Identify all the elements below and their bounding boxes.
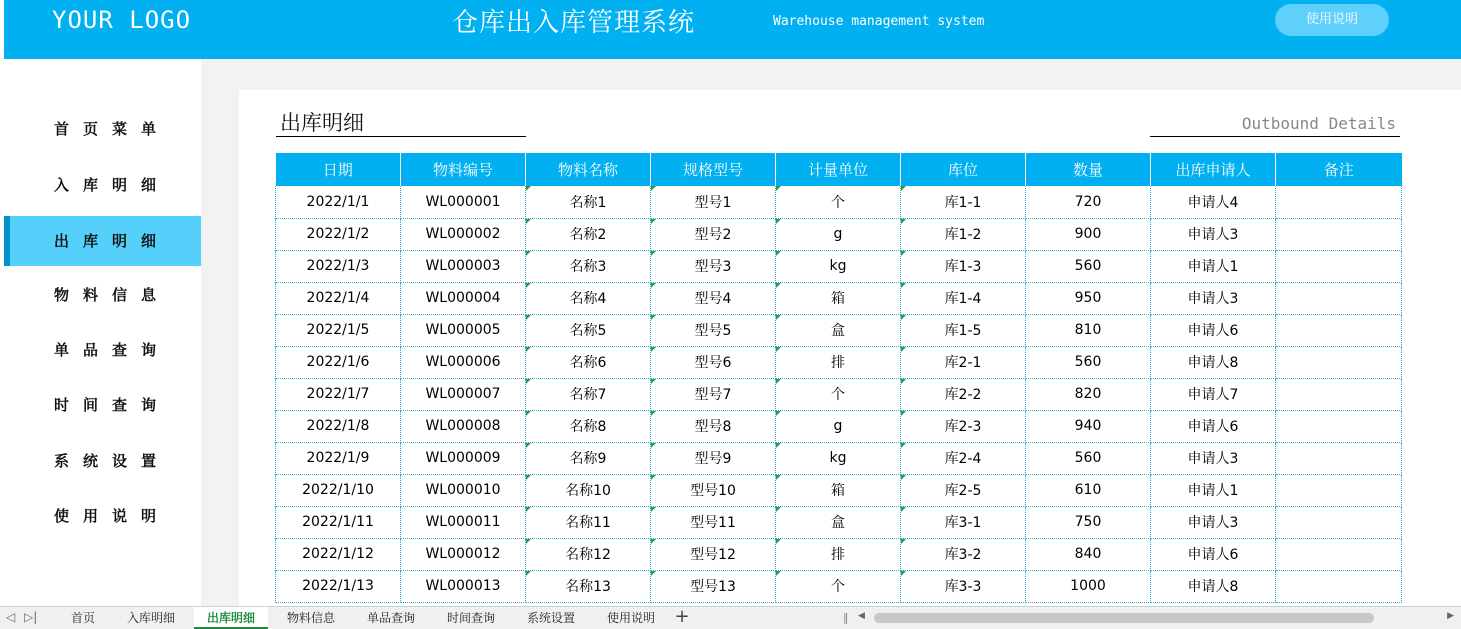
table-cell[interactable]: 库3-1 (901, 506, 1026, 538)
table-body (276, 186, 1402, 602)
tab-home[interactable]: 首页 (70, 611, 95, 625)
table-cell[interactable]: 840 (1026, 538, 1151, 570)
table-cell[interactable]: 型号11 (651, 506, 776, 538)
table-cell[interactable]: WL000004 (401, 282, 526, 314)
table-cell[interactable]: 申请人3 (1151, 282, 1276, 314)
sheet-first-icon[interactable]: ◁ (6, 610, 16, 624)
column-header[interactable]: 数量 (1026, 153, 1151, 186)
table-cell[interactable]: 申请人6 (1151, 410, 1276, 442)
table-cell[interactable] (1276, 346, 1402, 378)
sheet-last-icon[interactable]: ▷| (24, 610, 38, 624)
table-cell[interactable]: 名称8 (526, 410, 651, 442)
column-header[interactable]: 备注 (1276, 153, 1402, 186)
table-cell[interactable]: 名称1 (526, 186, 651, 218)
table-cell[interactable]: 申请人4 (1151, 186, 1276, 218)
help-button[interactable]: 使用说明 (1275, 4, 1389, 36)
tab-outbound-details[interactable]: 出库明细 (194, 607, 268, 629)
sidebar-item-home-menu[interactable]: 首页菜单 (54, 120, 171, 138)
table-row[interactable] (276, 250, 1402, 282)
table-cell[interactable]: 2022/1/7 (276, 378, 401, 410)
horizontal-scrollbar[interactable] (858, 611, 1454, 625)
add-sheet-plus-icon[interactable]: + (674, 606, 690, 627)
table-cell[interactable]: 720 (1026, 186, 1151, 218)
table-cell[interactable]: WL000013 (401, 570, 526, 602)
table-cell[interactable]: 库3-2 (901, 538, 1026, 570)
table-cell[interactable]: 库2-3 (901, 410, 1026, 442)
table-cell[interactable]: 申请人6 (1151, 538, 1276, 570)
table-cell[interactable]: WL000012 (401, 538, 526, 570)
table-cell[interactable]: 箱 (776, 474, 901, 506)
table-row[interactable] (276, 218, 1402, 250)
tab-inbound-details[interactable]: 入库明细 (126, 611, 175, 625)
table-row[interactable] (276, 186, 1402, 218)
table-cell[interactable]: WL000002 (401, 218, 526, 250)
table-cell[interactable]: 排 (776, 346, 901, 378)
table-cell[interactable]: 库3-3 (901, 570, 1026, 602)
table-cell[interactable]: 型号2 (651, 218, 776, 250)
table-cell[interactable]: WL000005 (401, 314, 526, 346)
tab-material-info[interactable]: 物料信息 (286, 611, 335, 625)
table-cell[interactable]: WL000007 (401, 378, 526, 410)
table-cell[interactable]: 950 (1026, 282, 1151, 314)
table-row[interactable] (276, 346, 1402, 378)
table-cell[interactable]: 名称11 (526, 506, 651, 538)
table-row[interactable] (276, 474, 1402, 506)
column-header[interactable]: 物料编号 (401, 153, 526, 186)
table-cell[interactable]: 库1-5 (901, 314, 1026, 346)
table-cell[interactable]: 2022/1/12 (276, 538, 401, 570)
tab-item-query[interactable]: 单品查询 (366, 611, 415, 625)
table-row[interactable] (276, 506, 1402, 538)
section-title-en: Outbound Details (1150, 110, 1400, 137)
table-cell[interactable]: 2022/1/6 (276, 346, 401, 378)
table-cell[interactable]: 名称9 (526, 442, 651, 474)
table-cell[interactable]: 610 (1026, 474, 1151, 506)
app-title: 仓库出入库管理系统 (452, 8, 696, 38)
table-cell[interactable]: 库1-2 (901, 218, 1026, 250)
table-cell[interactable]: 900 (1026, 218, 1151, 250)
table-row[interactable] (276, 442, 1402, 474)
table-cell[interactable] (1276, 282, 1402, 314)
table-cell[interactable]: 型号8 (651, 410, 776, 442)
table-cell[interactable]: 名称10 (526, 474, 651, 506)
table-cell[interactable]: WL000001 (401, 186, 526, 218)
table-cell[interactable]: WL000003 (401, 250, 526, 282)
table-cell[interactable]: 560 (1026, 250, 1151, 282)
column-header[interactable]: 物料名称 (526, 153, 651, 186)
table-header-row (276, 153, 1402, 186)
table-cell[interactable] (1276, 442, 1402, 474)
column-header[interactable]: 计量单位 (776, 153, 901, 186)
table-row[interactable] (276, 410, 1402, 442)
table-cell[interactable] (1276, 314, 1402, 346)
table-cell[interactable]: 库1-3 (901, 250, 1026, 282)
table-cell[interactable]: 型号10 (651, 474, 776, 506)
app-subtitle: Warehouse management system (773, 14, 985, 29)
table-cell[interactable] (1276, 570, 1402, 602)
scrollbar-thumb[interactable] (874, 613, 1374, 623)
sidebar-item-system-settings[interactable]: 系统设置 (54, 452, 171, 470)
table-row[interactable] (276, 570, 1402, 602)
table-cell[interactable] (1276, 506, 1402, 538)
table-cell[interactable]: 箱 (776, 282, 901, 314)
table-cell[interactable]: 申请人3 (1151, 218, 1276, 250)
table-cell[interactable]: 820 (1026, 378, 1151, 410)
table-row[interactable] (276, 538, 1402, 570)
section-title: 出库明细 (276, 110, 526, 137)
table-cell[interactable]: 940 (1026, 410, 1151, 442)
table-cell[interactable]: 型号5 (651, 314, 776, 346)
table-cell[interactable]: 库1-4 (901, 282, 1026, 314)
table-cell[interactable]: WL000008 (401, 410, 526, 442)
tab-system-settings[interactable]: 系统设置 (526, 611, 575, 625)
table-cell[interactable]: 2022/1/9 (276, 442, 401, 474)
table-cell[interactable]: 库2-5 (901, 474, 1026, 506)
table-cell[interactable]: 型号9 (651, 442, 776, 474)
table-row[interactable] (276, 378, 1402, 410)
table-cell[interactable]: 名称12 (526, 538, 651, 570)
sidebar-item-material-info[interactable]: 物料信息 (54, 286, 171, 304)
table-cell[interactable]: 申请人6 (1151, 314, 1276, 346)
table-cell[interactable] (1276, 410, 1402, 442)
table-cell[interactable] (1276, 474, 1402, 506)
table-cell[interactable]: 申请人3 (1151, 506, 1276, 538)
table-cell[interactable]: 750 (1026, 506, 1151, 538)
sidebar-item-time-query[interactable]: 时间查询 (54, 396, 171, 414)
table-cell[interactable]: WL000011 (401, 506, 526, 538)
table-cell[interactable]: 2022/1/4 (276, 282, 401, 314)
outbound-table (275, 153, 1402, 603)
table-row[interactable] (276, 282, 1402, 314)
logo: YOUR LOGO (52, 6, 192, 34)
table-cell[interactable]: 型号12 (651, 538, 776, 570)
table-cell[interactable]: 名称7 (526, 378, 651, 410)
tab-time-query[interactable]: 时间查询 (446, 611, 495, 625)
table-cell[interactable]: 型号1 (651, 186, 776, 218)
table-cell[interactable]: 型号6 (651, 346, 776, 378)
table-cell[interactable]: 1000 (1026, 570, 1151, 602)
table-cell[interactable]: 2022/1/10 (276, 474, 401, 506)
table-cell[interactable]: 560 (1026, 442, 1151, 474)
table-cell[interactable]: 申请人8 (1151, 346, 1276, 378)
table-cell[interactable]: 名称6 (526, 346, 651, 378)
table-cell[interactable] (1276, 186, 1402, 218)
header-bar (4, 0, 1461, 59)
table-cell[interactable]: 2022/1/8 (276, 410, 401, 442)
table-cell[interactable]: WL000006 (401, 346, 526, 378)
table-cell[interactable] (1276, 538, 1402, 570)
table-cell[interactable]: WL000009 (401, 442, 526, 474)
split-handle[interactable]: ‖ (843, 611, 849, 624)
sheet-tab-bar (0, 606, 1461, 629)
table-cell[interactable]: 名称3 (526, 250, 651, 282)
table-cell[interactable]: 2022/1/2 (276, 218, 401, 250)
table-cell[interactable]: 型号3 (651, 250, 776, 282)
table-cell[interactable]: 排 (776, 538, 901, 570)
table-cell[interactable]: 2022/1/1 (276, 186, 401, 218)
table-cell[interactable]: 810 (1026, 314, 1151, 346)
table-cell[interactable]: 2022/1/5 (276, 314, 401, 346)
table-cell[interactable]: 名称2 (526, 218, 651, 250)
scroll-right-icon[interactable]: ▶ (1447, 611, 1454, 621)
table-cell[interactable]: 名称4 (526, 282, 651, 314)
tab-instructions[interactable]: 使用说明 (606, 611, 655, 625)
table-cell[interactable]: g (776, 218, 901, 250)
table-cell[interactable]: 盒 (776, 506, 901, 538)
table-cell[interactable]: 型号13 (651, 570, 776, 602)
table-cell[interactable]: 申请人7 (1151, 378, 1276, 410)
table-cell[interactable]: 申请人8 (1151, 570, 1276, 602)
table-cell[interactable]: WL000010 (401, 474, 526, 506)
table-cell[interactable]: kg (776, 442, 901, 474)
column-header[interactable]: 出库申请人 (1151, 153, 1276, 186)
column-header[interactable]: 日期 (276, 153, 401, 186)
table-row[interactable] (276, 314, 1402, 346)
table-cell[interactable]: 2022/1/3 (276, 250, 401, 282)
table-cell[interactable]: 库1-1 (901, 186, 1026, 218)
sidebar-item-instructions[interactable]: 使用说明 (54, 507, 171, 525)
table-cell[interactable]: 2022/1/11 (276, 506, 401, 538)
table-cell[interactable] (1276, 250, 1402, 282)
sidebar-item-outbound-details[interactable]: 出库明细 (4, 216, 201, 266)
table-cell[interactable]: 2022/1/13 (276, 570, 401, 602)
table-cell[interactable]: 型号7 (651, 378, 776, 410)
table-cell[interactable]: 申请人3 (1151, 442, 1276, 474)
table-cell[interactable]: 型号4 (651, 282, 776, 314)
table-cell[interactable]: 560 (1026, 346, 1151, 378)
column-header[interactable]: 库位 (901, 153, 1026, 186)
table-cell[interactable]: 库2-2 (901, 378, 1026, 410)
sidebar (4, 59, 201, 606)
table-cell[interactable] (1276, 378, 1402, 410)
table-cell[interactable]: 申请人1 (1151, 474, 1276, 506)
table-cell[interactable]: kg (776, 250, 901, 282)
table-cell[interactable]: 名称13 (526, 570, 651, 602)
table-cell[interactable]: 个 (776, 378, 901, 410)
table-cell[interactable] (1276, 218, 1402, 250)
table-cell[interactable]: 个 (776, 570, 901, 602)
table-cell[interactable]: 库2-4 (901, 442, 1026, 474)
table-cell[interactable]: 申请人1 (1151, 250, 1276, 282)
table-cell[interactable]: 盒 (776, 314, 901, 346)
scroll-left-icon[interactable]: ◀ (858, 611, 865, 621)
table-cell[interactable]: 个 (776, 186, 901, 218)
table-cell[interactable]: g (776, 410, 901, 442)
table-cell[interactable]: 库2-1 (901, 346, 1026, 378)
table-cell[interactable]: 名称5 (526, 314, 651, 346)
column-header[interactable]: 规格型号 (651, 153, 776, 186)
sidebar-item-item-query[interactable]: 单品查询 (54, 341, 171, 359)
sidebar-item-inbound-details[interactable]: 入库明细 (54, 176, 171, 194)
